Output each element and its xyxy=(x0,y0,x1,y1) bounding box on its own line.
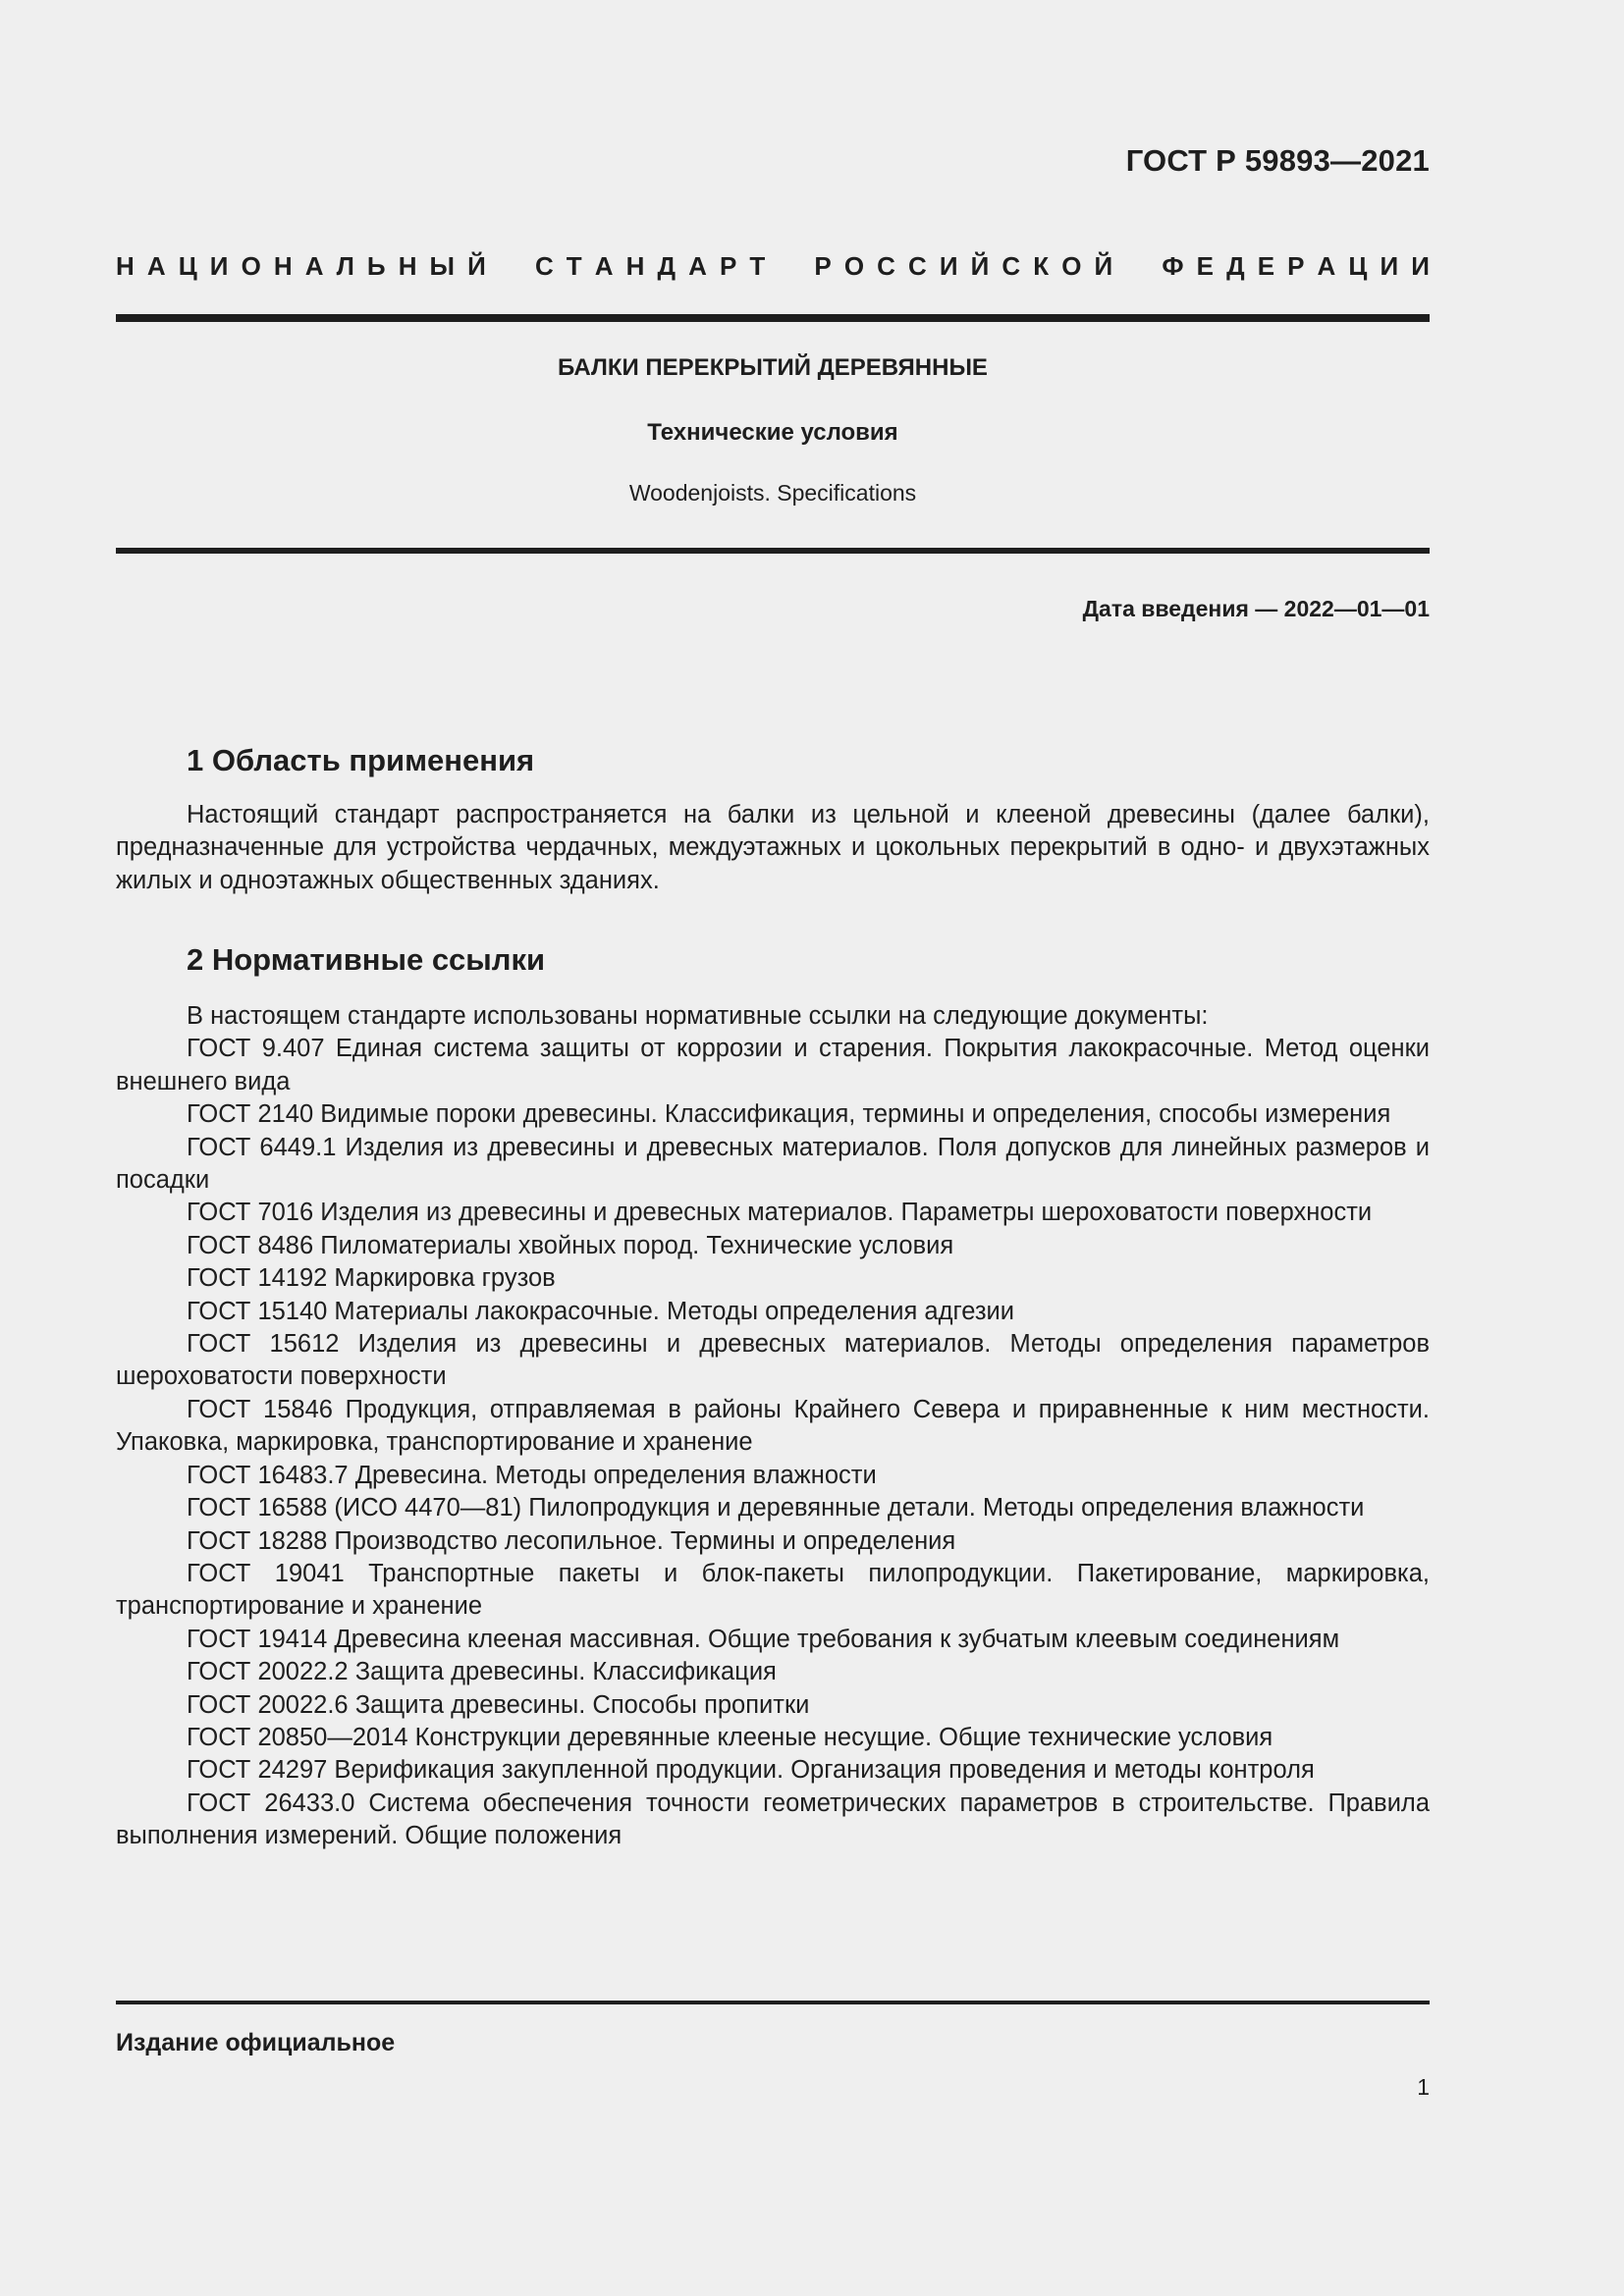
reference-item: ГОСТ 15140 Материалы лакокрасочные. Методы определения адгезии xyxy=(187,1297,1015,1325)
standard-english-title: Woodenjoists. Specifications xyxy=(628,480,917,506)
reference-item: ГОСТ 26433.0 Система обеспечения точности геометрических параметров в строительстве. Правила выполнения измерений. Общие положения xyxy=(116,1789,1430,1850)
title-letter: А xyxy=(688,251,707,281)
title-letter: С xyxy=(877,251,895,281)
title-letter: Ь xyxy=(366,251,386,281)
title-letter: И xyxy=(939,251,958,281)
reference-item: ГОСТ 19041 Транспортные пакеты и блок-пакеты пилопродукции. Пакетирование, маркировка, транспортирование и хранение xyxy=(116,1559,1430,1621)
title-letter: К xyxy=(1033,251,1050,281)
reference-item: ГОСТ 7016 Изделия из древесины и древесных материалов. Параметры шероховатости поверхности xyxy=(187,1199,1373,1227)
title-letter: Л xyxy=(336,251,354,281)
section-1-paragraph: Настоящий стандарт распространяется на балки из цельной и клееной древесины (далее балки), предназначенные для устройства чердачных, междуэтажных и цокольных перекрытий в одно- и двухэтажных жилых и одноэтажных общественных зданиях. xyxy=(116,801,1430,894)
document-page xyxy=(116,0,1430,2296)
title-letter: С xyxy=(534,251,554,281)
references-intro: В настоящем стандарте использованы нормативные ссылки на следующие документы: xyxy=(187,1002,1209,1030)
title-letter: О xyxy=(1061,251,1082,281)
title-letter: С xyxy=(908,251,927,281)
page-number: 1 xyxy=(1417,2074,1430,2100)
standard-title: БАЛКИ ПЕРЕКРЫТИЙ ДЕРЕВЯННЫЕ xyxy=(558,354,988,381)
reference-item: ГОСТ 14192 Маркировка грузов xyxy=(187,1264,556,1293)
document-number: ГОСТ Р 59893—2021 xyxy=(1125,143,1430,178)
title-letter: И xyxy=(1380,251,1399,281)
section-1-body xyxy=(116,799,1430,897)
national-standard-title xyxy=(116,251,1430,282)
title-letter: Н xyxy=(116,251,135,281)
top-rule-divider xyxy=(116,314,1430,322)
section-2-heading: 2 Нормативные ссылки xyxy=(187,942,546,977)
title-letter: Н xyxy=(273,251,293,281)
reference-item: ГОСТ 8486 Пиломатериалы хвойных пород. Технические условия xyxy=(187,1231,954,1259)
title-letter: Д xyxy=(657,251,677,281)
reference-item: ГОСТ 15846 Продукция, отправляемая в районы Крайнего Севера и приравненные к ним местности. Упаковка, маркировка, транспортирование и хранение xyxy=(116,1395,1430,1457)
edition-label: Издание официальное xyxy=(116,2029,396,2056)
title-letter: Т xyxy=(749,251,766,281)
title-letter: Р xyxy=(1287,251,1305,281)
title-letter: И xyxy=(209,251,229,281)
standard-subtitle: Технические условия xyxy=(647,419,898,446)
title-letter: А xyxy=(1317,251,1336,281)
title-letter: Ы xyxy=(429,251,456,281)
section-2-body xyxy=(116,1000,1430,1853)
title-letter: Й xyxy=(970,251,990,281)
title-letter: Ц xyxy=(178,251,197,281)
reference-item: ГОСТ 16483.7 Древесина. Методы определения влажности xyxy=(187,1461,877,1489)
title-letter: Р xyxy=(814,251,832,281)
title-letter: О xyxy=(241,251,261,281)
title-letter: Н xyxy=(625,251,645,281)
title-letter: О xyxy=(843,251,865,281)
title-letter: Т xyxy=(566,251,582,281)
reference-item: ГОСТ 15612 Изделия из древесины и древесных материалов. Методы определения параметров шероховатости поверхности xyxy=(116,1330,1430,1391)
title-word-gap xyxy=(778,251,801,282)
title-letter: Ф xyxy=(1162,251,1184,281)
reference-item: ГОСТ 19414 Древесина клееная массивная. Общие требования к зубчатым клеевым соединениям xyxy=(187,1625,1340,1653)
reference-item: ГОСТ 6449.1 Изделия из древесины и древесных материалов. Поля допусков для линейных размеров и посадки xyxy=(116,1133,1430,1195)
title-word-gap xyxy=(1125,251,1149,282)
reference-item: ГОСТ 16588 (ИСО 4470—81) Пилопродукция и деревянные детали. Методы определения влажности xyxy=(187,1494,1365,1522)
reference-item: ГОСТ 20022.6 Защита древесины. Способы пропитки xyxy=(187,1690,810,1719)
title-letter: Н xyxy=(398,251,417,281)
reference-item: ГОСТ 2140 Видимые пороки древесины. Классификация, термины и определения, способы измерения xyxy=(187,1100,1391,1129)
section-1-heading: 1 Область применения xyxy=(187,743,535,777)
title-letter: А xyxy=(304,251,324,281)
reference-item: ГОСТ 9.407 Единая система защиты от коррозии и старения. Покрытия лакокрасочные. Метод оценки внешнего вида xyxy=(116,1035,1430,1095)
title-letter: Й xyxy=(1094,251,1113,281)
title-letter: А xyxy=(594,251,614,281)
title-letter: А xyxy=(146,251,166,281)
title-letter: Д xyxy=(1226,251,1245,281)
title-letter: Й xyxy=(467,251,486,281)
reference-item: ГОСТ 20022.2 Защита древесины. Классификация xyxy=(187,1658,777,1686)
reference-item: ГОСТ 24297 Верификация закупленной продукции. Организация проведения и методы контроля xyxy=(187,1756,1315,1785)
title-letter: Е xyxy=(1196,251,1214,281)
reference-item: ГОСТ 20850—2014 Конструкции деревянные клееные несущие. Общие технические условия xyxy=(187,1723,1273,1751)
reference-item: ГОСТ 18288 Производство лесопильное. Термины и определения xyxy=(187,1526,956,1555)
middle-rule-divider xyxy=(116,548,1430,554)
title-letter: Ц xyxy=(1348,251,1368,281)
title-letter: Р xyxy=(719,251,737,281)
title-letter: С xyxy=(1001,251,1021,281)
footer-rule-divider xyxy=(116,2001,1430,2004)
introduction-date: Дата введения — 2022—01—01 xyxy=(1082,596,1430,621)
title-letter: И xyxy=(1411,251,1430,281)
title-word-gap xyxy=(499,251,522,282)
title-letter: Е xyxy=(1257,251,1275,281)
